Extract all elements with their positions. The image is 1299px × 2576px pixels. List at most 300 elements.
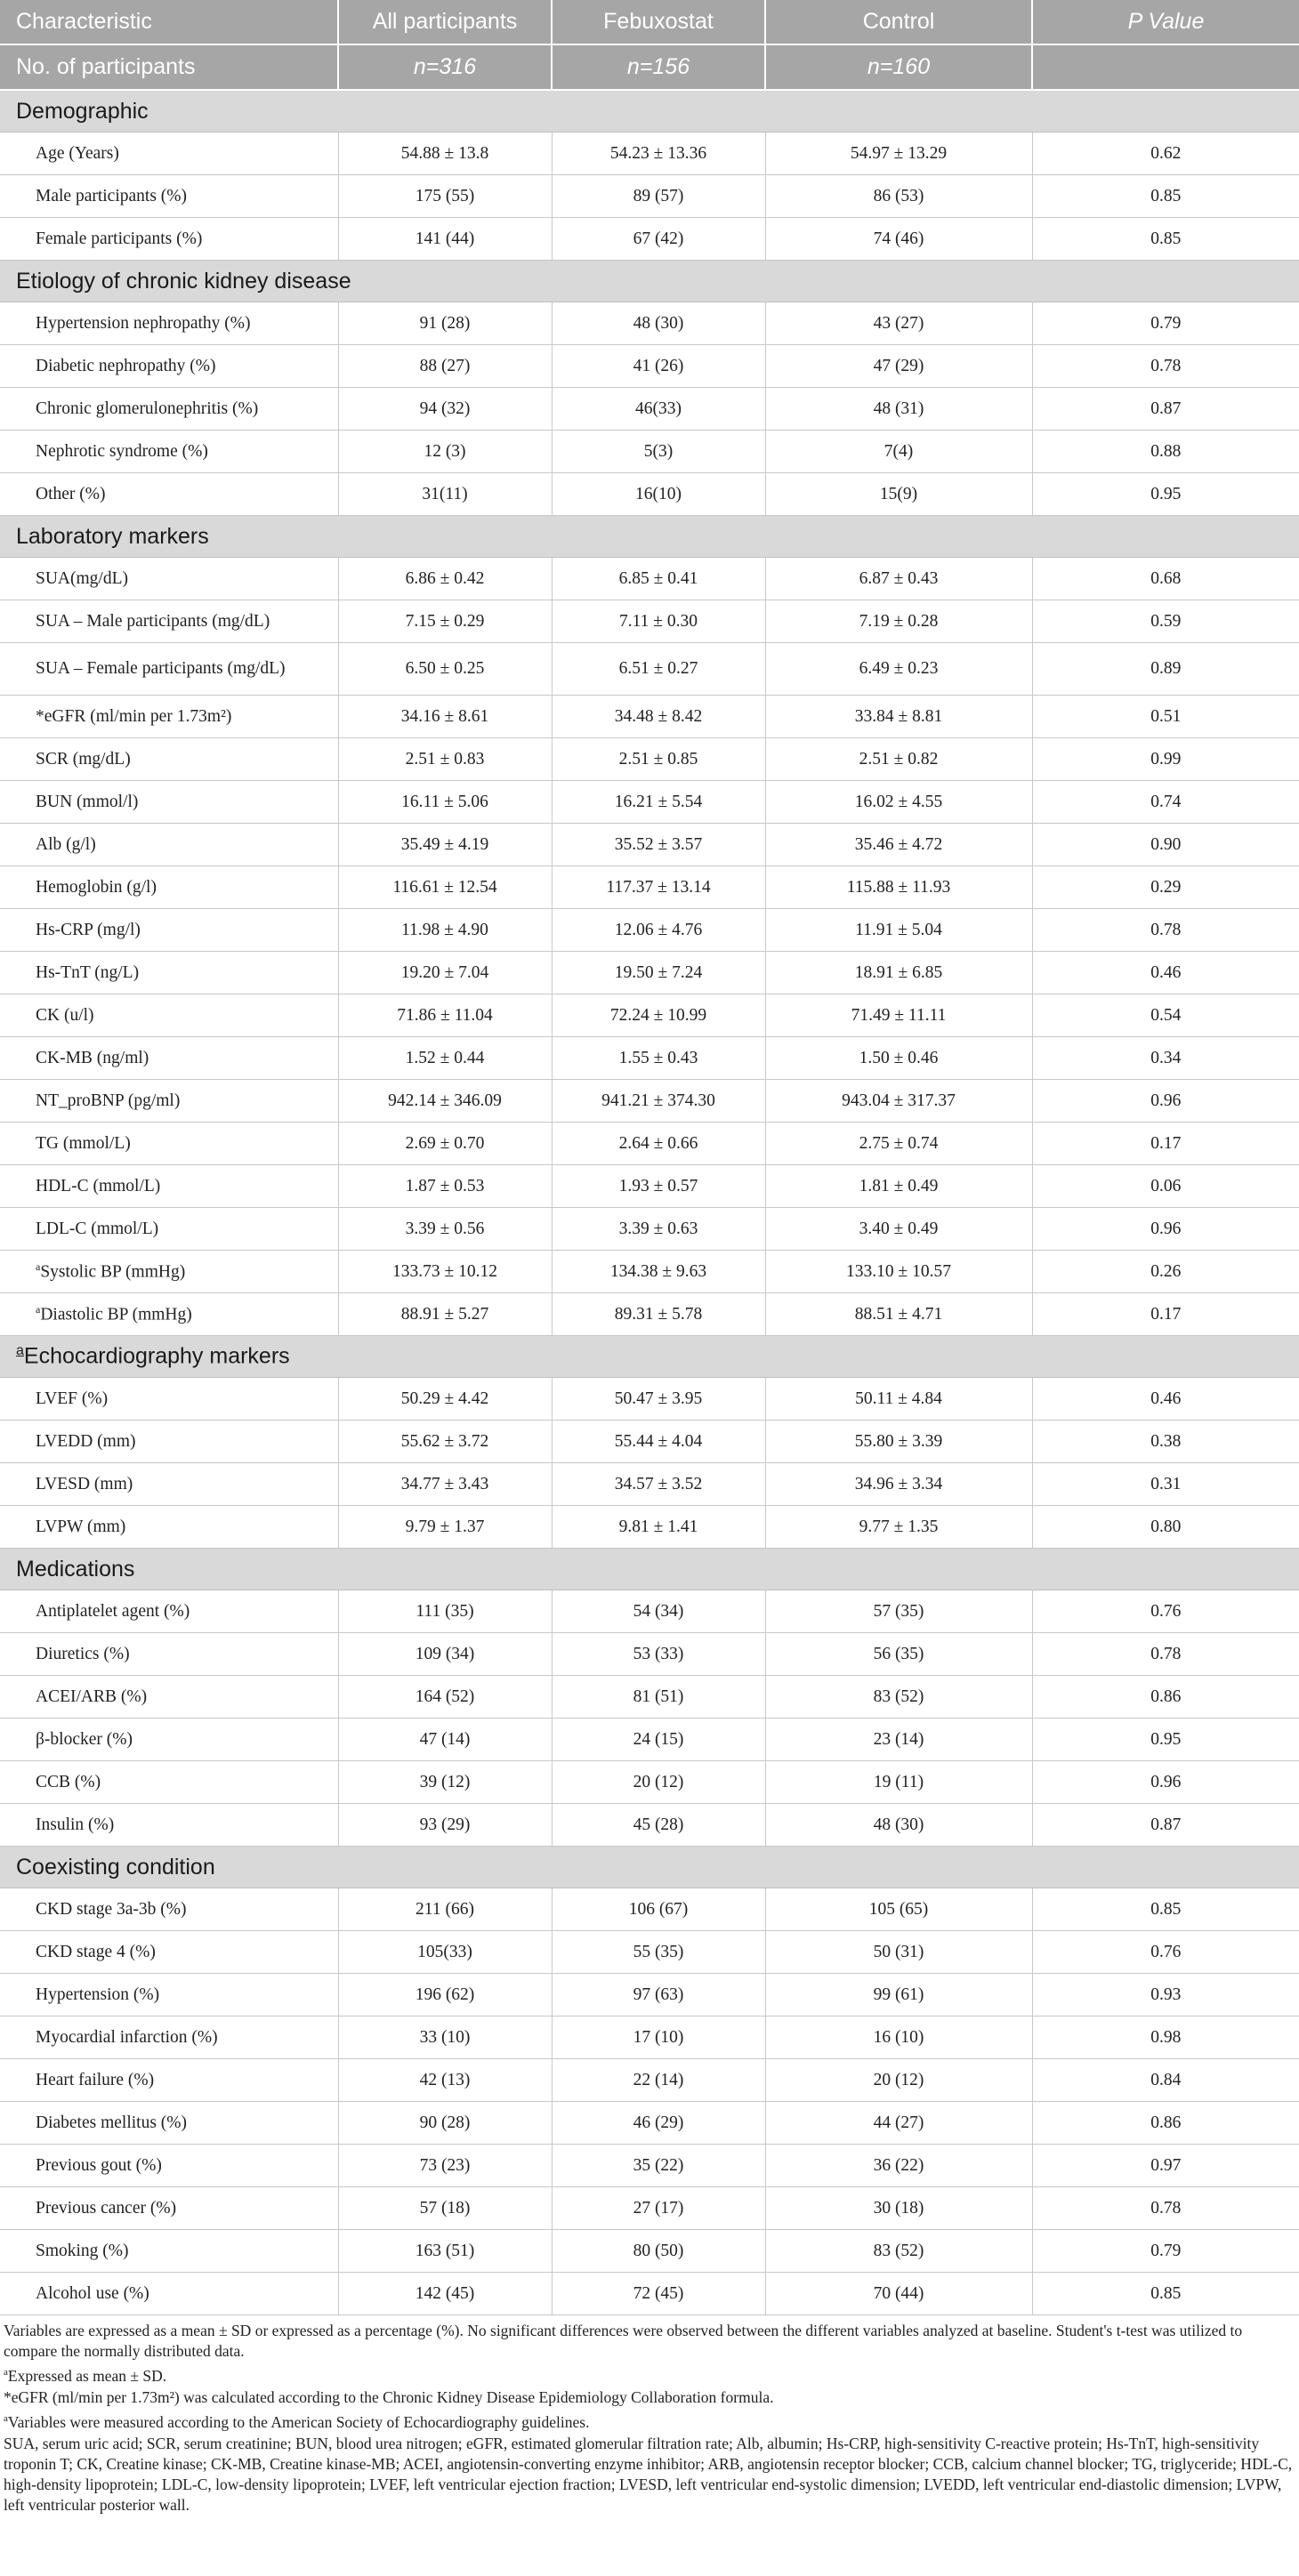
cell-p-value: 0.95 bbox=[1032, 1719, 1299, 1761]
section-title-marker: a bbox=[16, 1343, 24, 1359]
row-label-text: CK (u/l) bbox=[36, 1005, 94, 1025]
cell-control: 19 (11) bbox=[765, 1761, 1032, 1804]
section-header-row bbox=[0, 1549, 1299, 1590]
row-label bbox=[0, 1378, 338, 1421]
cell-febuxostat: 34.48 ± 8.42 bbox=[552, 696, 765, 738]
section-title bbox=[0, 1336, 1299, 1378]
cell-p-value: 0.26 bbox=[1032, 1251, 1299, 1293]
cell-febuxostat: 34.57 ± 3.52 bbox=[552, 1463, 765, 1506]
cell-all-participants: 2.69 ± 0.70 bbox=[338, 1123, 552, 1165]
row-label-text: Hypertension nephropathy (%) bbox=[36, 313, 251, 333]
table-row bbox=[0, 1931, 1299, 1974]
footnote-marker: a bbox=[4, 2412, 8, 2424]
table-footnotes bbox=[0, 2315, 1299, 2516]
cell-all-participants: 9.79 ± 1.37 bbox=[338, 1506, 552, 1549]
row-label bbox=[0, 473, 338, 516]
cell-febuxostat: 53 (33) bbox=[552, 1633, 765, 1676]
cell-p-value: 0.93 bbox=[1032, 1974, 1299, 2017]
cell-p-value: 0.62 bbox=[1032, 133, 1299, 175]
cell-all-participants: 35.49 ± 4.19 bbox=[338, 824, 552, 866]
cell-all-participants: 57 (18) bbox=[338, 2187, 552, 2230]
cell-febuxostat: 46(33) bbox=[552, 388, 765, 431]
cell-febuxostat: 54.23 ± 13.36 bbox=[552, 133, 765, 175]
table-row bbox=[0, 643, 1299, 696]
cell-p-value: 0.17 bbox=[1032, 1293, 1299, 1336]
row-label-text: HDL-C (mmol/L) bbox=[36, 1176, 161, 1195]
table-row bbox=[0, 302, 1299, 345]
cell-all-participants: 7.15 ± 0.29 bbox=[338, 600, 552, 643]
cell-febuxostat: 46 (29) bbox=[552, 2102, 765, 2145]
cell-control: 7(4) bbox=[765, 431, 1032, 473]
table-row bbox=[0, 1761, 1299, 1804]
row-label-text: Alcohol use (%) bbox=[36, 2283, 149, 2303]
cell-febuxostat: 81 (51) bbox=[552, 1676, 765, 1719]
cell-all-participants: 47 (14) bbox=[338, 1719, 552, 1761]
cell-all-participants: 54.88 ± 13.8 bbox=[338, 133, 552, 175]
section-title bbox=[0, 1549, 1299, 1590]
row-label bbox=[0, 558, 338, 600]
cell-all-participants: 12 (3) bbox=[338, 431, 552, 473]
header-all-participants: All participants bbox=[338, 0, 552, 44]
cell-febuxostat: 117.37 ± 13.14 bbox=[552, 866, 765, 909]
cell-febuxostat: 45 (28) bbox=[552, 1804, 765, 1847]
cell-febuxostat: 54 (34) bbox=[552, 1590, 765, 1633]
cell-control: 50.11 ± 4.84 bbox=[765, 1378, 1032, 1421]
cell-febuxostat: 72.24 ± 10.99 bbox=[552, 994, 765, 1037]
section-title-text: Demographic bbox=[16, 98, 149, 124]
cell-febuxostat: 97 (63) bbox=[552, 1974, 765, 2017]
table-row bbox=[0, 2102, 1299, 2145]
table-row bbox=[0, 781, 1299, 824]
table-row bbox=[0, 2017, 1299, 2059]
row-label-text: Hs-CRP (mg/l) bbox=[36, 920, 141, 939]
table-row bbox=[0, 1888, 1299, 1931]
cell-febuxostat: 3.39 ± 0.63 bbox=[552, 1208, 765, 1251]
row-label-text: Hemoglobin (g/l) bbox=[36, 877, 157, 897]
row-label bbox=[0, 1761, 338, 1804]
cell-all-participants: 1.87 ± 0.53 bbox=[338, 1165, 552, 1208]
row-label-text: Diabetic nephropathy (%) bbox=[36, 356, 216, 375]
cell-control: 70 (44) bbox=[765, 2273, 1032, 2315]
row-label-text: Other (%) bbox=[36, 484, 106, 503]
cell-febuxostat: 55.44 ± 4.04 bbox=[552, 1421, 765, 1463]
row-label bbox=[0, 696, 338, 738]
cell-control: 133.10 ± 10.57 bbox=[765, 1251, 1032, 1293]
table-row bbox=[0, 994, 1299, 1037]
cell-control: 99 (61) bbox=[765, 1974, 1032, 2017]
section-title-text: Etiology of chronic kidney disease bbox=[16, 268, 351, 294]
cell-all-participants: 71.86 ± 11.04 bbox=[338, 994, 552, 1037]
row-label-text: *eGFR (ml/min per 1.73m²) bbox=[36, 706, 232, 726]
cell-all-participants: 55.62 ± 3.72 bbox=[338, 1421, 552, 1463]
participants-count-row bbox=[0, 44, 1299, 90]
row-label bbox=[0, 1208, 338, 1251]
cell-all-participants: 133.73 ± 10.12 bbox=[338, 1251, 552, 1293]
cell-febuxostat: 6.85 ± 0.41 bbox=[552, 558, 765, 600]
table-body bbox=[0, 90, 1299, 2315]
cell-all-participants: 942.14 ± 346.09 bbox=[338, 1080, 552, 1123]
cell-p-value: 0.87 bbox=[1032, 1804, 1299, 1847]
cell-febuxostat: 134.38 ± 9.63 bbox=[552, 1251, 765, 1293]
table-row bbox=[0, 1719, 1299, 1761]
row-label bbox=[0, 866, 338, 909]
table-row bbox=[0, 952, 1299, 994]
footnote-text: Expressed as mean ± SD. bbox=[7, 2366, 167, 2385]
cell-all-participants: 116.61 ± 12.54 bbox=[338, 866, 552, 909]
cell-control: 6.49 ± 0.23 bbox=[765, 643, 1032, 696]
cell-febuxostat: 9.81 ± 1.41 bbox=[552, 1506, 765, 1549]
cell-febuxostat: 16(10) bbox=[552, 473, 765, 516]
row-label bbox=[0, 1293, 338, 1336]
section-header-row bbox=[0, 261, 1299, 302]
row-label bbox=[0, 2059, 338, 2102]
cell-control: 56 (35) bbox=[765, 1633, 1032, 1676]
cell-all-participants: 19.20 ± 7.04 bbox=[338, 952, 552, 994]
cell-p-value: 0.76 bbox=[1032, 1590, 1299, 1633]
table-row bbox=[0, 909, 1299, 952]
row-label-text: Diastolic BP (mmHg) bbox=[40, 1305, 192, 1324]
row-label-text: LVPW (mm) bbox=[36, 1517, 126, 1536]
table-row bbox=[0, 1378, 1299, 1421]
table-row bbox=[0, 696, 1299, 738]
row-label-marker: a bbox=[36, 1303, 41, 1316]
table-row bbox=[0, 1590, 1299, 1633]
row-label-text: LVEDD (mm) bbox=[36, 1431, 136, 1451]
footnote bbox=[4, 2321, 1295, 2362]
table-row bbox=[0, 1421, 1299, 1463]
cell-control: 2.51 ± 0.82 bbox=[765, 738, 1032, 781]
section-header-row bbox=[0, 90, 1299, 133]
cell-control: 35.46 ± 4.72 bbox=[765, 824, 1032, 866]
cell-all-participants: 164 (52) bbox=[338, 1676, 552, 1719]
row-label bbox=[0, 175, 338, 218]
cell-control: 16.02 ± 4.55 bbox=[765, 781, 1032, 824]
cell-all-participants: 2.51 ± 0.83 bbox=[338, 738, 552, 781]
table-row bbox=[0, 1974, 1299, 2017]
row-label-text: SCR (mg/dL) bbox=[36, 749, 131, 769]
cell-all-participants: 50.29 ± 4.42 bbox=[338, 1378, 552, 1421]
cell-febuxostat: 35 (22) bbox=[552, 2145, 765, 2187]
cell-control: 50 (31) bbox=[765, 1931, 1032, 1974]
cell-all-participants: 73 (23) bbox=[338, 2145, 552, 2187]
participants-count-control: n=160 bbox=[765, 44, 1032, 90]
table-row bbox=[0, 1165, 1299, 1208]
cell-all-participants: 3.39 ± 0.56 bbox=[338, 1208, 552, 1251]
row-label-text: CK-MB (ng/ml) bbox=[36, 1048, 149, 1067]
row-label bbox=[0, 2145, 338, 2187]
cell-all-participants: 94 (32) bbox=[338, 388, 552, 431]
cell-all-participants: 31(11) bbox=[338, 473, 552, 516]
cell-all-participants: 93 (29) bbox=[338, 1804, 552, 1847]
cell-p-value: 0.97 bbox=[1032, 2145, 1299, 2187]
section-title-text: Coexisting condition bbox=[16, 1854, 215, 1880]
cell-control: 74 (46) bbox=[765, 218, 1032, 261]
cell-control: 43 (27) bbox=[765, 302, 1032, 345]
table-row bbox=[0, 1293, 1299, 1336]
cell-p-value: 0.38 bbox=[1032, 1421, 1299, 1463]
cell-control: 9.77 ± 1.35 bbox=[765, 1506, 1032, 1549]
table-row bbox=[0, 1037, 1299, 1080]
cell-control: 48 (31) bbox=[765, 388, 1032, 431]
cell-febuxostat: 41 (26) bbox=[552, 345, 765, 388]
cell-all-participants: 142 (45) bbox=[338, 2273, 552, 2315]
cell-p-value: 0.85 bbox=[1032, 1888, 1299, 1931]
cell-febuxostat: 16.21 ± 5.54 bbox=[552, 781, 765, 824]
row-label bbox=[0, 388, 338, 431]
row-label bbox=[0, 643, 338, 696]
row-label bbox=[0, 600, 338, 643]
row-label-text: Hypertension (%) bbox=[36, 1984, 160, 2004]
cell-p-value: 0.46 bbox=[1032, 952, 1299, 994]
cell-control: 57 (35) bbox=[765, 1590, 1032, 1633]
row-label-text: BUN (mmol/l) bbox=[36, 792, 139, 811]
table-row bbox=[0, 2230, 1299, 2273]
footnote bbox=[4, 2434, 1295, 2516]
row-label bbox=[0, 1804, 338, 1847]
header-characteristic: Characteristic bbox=[0, 0, 338, 44]
row-label-text: SUA – Female participants (mg/dL) bbox=[36, 659, 286, 678]
row-label bbox=[0, 1421, 338, 1463]
table-row bbox=[0, 1463, 1299, 1506]
cell-p-value: 0.95 bbox=[1032, 473, 1299, 516]
table-row bbox=[0, 600, 1299, 643]
cell-febuxostat: 941.21 ± 374.30 bbox=[552, 1080, 765, 1123]
cell-p-value: 0.31 bbox=[1032, 1463, 1299, 1506]
cell-febuxostat: 22 (14) bbox=[552, 2059, 765, 2102]
footnote-text: *eGFR (ml/min per 1.73m²) was calculated according to the Chronic Kidney Disease Epidemiology Collaboration formula. bbox=[4, 2387, 774, 2406]
cell-febuxostat: 89.31 ± 5.78 bbox=[552, 1293, 765, 1336]
row-label bbox=[0, 738, 338, 781]
cell-all-participants: 6.50 ± 0.25 bbox=[338, 643, 552, 696]
cell-all-participants: 111 (35) bbox=[338, 1590, 552, 1633]
row-label-text: Hs-TnT (ng/L) bbox=[36, 962, 140, 982]
row-label bbox=[0, 909, 338, 952]
cell-febuxostat: 72 (45) bbox=[552, 2273, 765, 2315]
table-row bbox=[0, 388, 1299, 431]
cell-p-value: 0.86 bbox=[1032, 1676, 1299, 1719]
cell-all-participants: 1.52 ± 0.44 bbox=[338, 1037, 552, 1080]
row-label-text: Diabetes mellitus (%) bbox=[36, 2113, 188, 2132]
row-label bbox=[0, 345, 338, 388]
row-label bbox=[0, 1463, 338, 1506]
cell-all-participants: 90 (28) bbox=[338, 2102, 552, 2145]
cell-p-value: 0.17 bbox=[1032, 1123, 1299, 1165]
row-label-text: ACEI/ARB (%) bbox=[36, 1686, 148, 1706]
cell-febuxostat: 2.64 ± 0.66 bbox=[552, 1123, 765, 1165]
row-label-text: Antiplatelet agent (%) bbox=[36, 1601, 190, 1621]
row-label bbox=[0, 1676, 338, 1719]
participants-count-label: No. of participants bbox=[0, 44, 338, 90]
cell-all-participants: 88.91 ± 5.27 bbox=[338, 1293, 552, 1336]
table-row bbox=[0, 473, 1299, 516]
cell-control: 2.75 ± 0.74 bbox=[765, 1123, 1032, 1165]
row-label bbox=[0, 1080, 338, 1123]
cell-p-value: 0.74 bbox=[1032, 781, 1299, 824]
row-label-text: Systolic BP (mmHg) bbox=[40, 1262, 186, 1282]
cell-all-participants: 34.16 ± 8.61 bbox=[338, 696, 552, 738]
cell-p-value: 0.51 bbox=[1032, 696, 1299, 738]
row-label-text: CKD stage 4 (%) bbox=[36, 1942, 156, 1961]
row-label bbox=[0, 2230, 338, 2273]
cell-p-value: 0.88 bbox=[1032, 431, 1299, 473]
table-row bbox=[0, 1633, 1299, 1676]
row-label bbox=[0, 133, 338, 175]
table-header bbox=[0, 0, 1299, 90]
cell-febuxostat: 24 (15) bbox=[552, 1719, 765, 1761]
cell-p-value: 0.96 bbox=[1032, 1761, 1299, 1804]
row-label bbox=[0, 302, 338, 345]
cell-p-value: 0.29 bbox=[1032, 866, 1299, 909]
row-label-text: β-blocker (%) bbox=[36, 1729, 133, 1749]
cell-control: 7.19 ± 0.28 bbox=[765, 600, 1032, 643]
cell-control: 16 (10) bbox=[765, 2017, 1032, 2059]
participants-count-p-value bbox=[1032, 44, 1299, 90]
cell-p-value: 0.68 bbox=[1032, 558, 1299, 600]
cell-febuxostat: 35.52 ± 3.57 bbox=[552, 824, 765, 866]
table-row bbox=[0, 1506, 1299, 1549]
table-row bbox=[0, 2187, 1299, 2230]
cell-all-participants: 141 (44) bbox=[338, 218, 552, 261]
cell-all-participants: 42 (13) bbox=[338, 2059, 552, 2102]
table-row bbox=[0, 1123, 1299, 1165]
cell-p-value: 0.85 bbox=[1032, 218, 1299, 261]
cell-all-participants: 39 (12) bbox=[338, 1761, 552, 1804]
cell-all-participants: 6.86 ± 0.42 bbox=[338, 558, 552, 600]
cell-p-value: 0.79 bbox=[1032, 302, 1299, 345]
row-label-text: Nephrotic syndrome (%) bbox=[36, 441, 208, 461]
cell-control: 15(9) bbox=[765, 473, 1032, 516]
cell-control: 44 (27) bbox=[765, 2102, 1032, 2145]
footnote-text: Variables are expressed as a mean ± SD or expressed as a percentage (%). No significant differences were observed between the different variables analyzed at baseline. Student's t-test was utilized to compare the normally distributed data. bbox=[4, 2322, 1243, 2360]
row-label-text: TG (mmol/L) bbox=[36, 1133, 131, 1153]
cell-febuxostat: 12.06 ± 4.76 bbox=[552, 909, 765, 952]
row-label bbox=[0, 1888, 338, 1931]
table-row bbox=[0, 738, 1299, 781]
cell-p-value: 0.34 bbox=[1032, 1037, 1299, 1080]
row-label bbox=[0, 1974, 338, 2017]
participants-count-febuxostat: n=156 bbox=[552, 44, 765, 90]
cell-all-participants: 196 (62) bbox=[338, 1974, 552, 2017]
cell-control: 1.50 ± 0.46 bbox=[765, 1037, 1032, 1080]
row-label bbox=[0, 2102, 338, 2145]
row-label bbox=[0, 2187, 338, 2230]
row-label-text: NT_proBNP (pg/ml) bbox=[36, 1091, 181, 1110]
row-label bbox=[0, 781, 338, 824]
table-row bbox=[0, 175, 1299, 218]
row-label bbox=[0, 824, 338, 866]
row-label-text: Insulin (%) bbox=[36, 1815, 115, 1834]
cell-p-value: 0.98 bbox=[1032, 2017, 1299, 2059]
cell-febuxostat: 55 (35) bbox=[552, 1931, 765, 1974]
table-row bbox=[0, 1208, 1299, 1251]
cell-p-value: 0.89 bbox=[1032, 643, 1299, 696]
cell-p-value: 0.76 bbox=[1032, 1931, 1299, 1974]
cell-febuxostat: 80 (50) bbox=[552, 2230, 765, 2273]
row-label bbox=[0, 1633, 338, 1676]
cell-control: 47 (29) bbox=[765, 345, 1032, 388]
row-label bbox=[0, 431, 338, 473]
cell-febuxostat: 27 (17) bbox=[552, 2187, 765, 2230]
cell-febuxostat: 1.93 ± 0.57 bbox=[552, 1165, 765, 1208]
cell-control: 943.04 ± 317.37 bbox=[765, 1080, 1032, 1123]
table-row bbox=[0, 866, 1299, 909]
cell-febuxostat: 17 (10) bbox=[552, 2017, 765, 2059]
cell-febuxostat: 50.47 ± 3.95 bbox=[552, 1378, 765, 1421]
cell-all-participants: 91 (28) bbox=[338, 302, 552, 345]
row-label bbox=[0, 1506, 338, 1549]
cell-p-value: 0.79 bbox=[1032, 2230, 1299, 2273]
cell-febuxostat: 1.55 ± 0.43 bbox=[552, 1037, 765, 1080]
cell-all-participants: 34.77 ± 3.43 bbox=[338, 1463, 552, 1506]
row-label bbox=[0, 952, 338, 994]
footnote bbox=[4, 2387, 1295, 2408]
row-label-text: Diuretics (%) bbox=[36, 1644, 130, 1663]
header-control: Control bbox=[765, 0, 1032, 44]
cell-control: 105 (65) bbox=[765, 1888, 1032, 1931]
cell-control: 34.96 ± 3.34 bbox=[765, 1463, 1032, 1506]
cell-all-participants: 163 (51) bbox=[338, 2230, 552, 2273]
section-title bbox=[0, 1847, 1299, 1888]
cell-febuxostat: 6.51 ± 0.27 bbox=[552, 643, 765, 696]
cell-p-value: 0.90 bbox=[1032, 824, 1299, 866]
cell-control: 33.84 ± 8.81 bbox=[765, 696, 1032, 738]
row-label-text: CCB (%) bbox=[36, 1772, 101, 1791]
cell-febuxostat: 5(3) bbox=[552, 431, 765, 473]
row-label-text: SUA(mg/dL) bbox=[36, 568, 128, 588]
cell-control: 55.80 ± 3.39 bbox=[765, 1421, 1032, 1463]
row-label bbox=[0, 1165, 338, 1208]
section-title-text: Echocardiography markers bbox=[23, 1343, 290, 1369]
row-label-text: Previous gout (%) bbox=[36, 2155, 162, 2175]
header-febuxostat: Febuxostat bbox=[552, 0, 765, 44]
row-label-text: Myocardial infarction (%) bbox=[36, 2027, 218, 2047]
cell-p-value: 0.85 bbox=[1032, 175, 1299, 218]
row-label bbox=[0, 2017, 338, 2059]
cell-all-participants: 11.98 ± 4.90 bbox=[338, 909, 552, 952]
header-p-value: P Value bbox=[1032, 0, 1299, 44]
section-header-row bbox=[0, 1336, 1299, 1378]
footnote-text: Variables were measured according to the American Society of Echocardiography guidelines. bbox=[7, 2412, 590, 2431]
cell-control: 36 (22) bbox=[765, 2145, 1032, 2187]
cell-p-value: 0.78 bbox=[1032, 345, 1299, 388]
cell-febuxostat: 48 (30) bbox=[552, 302, 765, 345]
table-row bbox=[0, 1804, 1299, 1847]
row-label bbox=[0, 1931, 338, 1974]
row-label bbox=[0, 1719, 338, 1761]
row-label-text: Smoking (%) bbox=[36, 2241, 129, 2260]
table-row bbox=[0, 824, 1299, 866]
cell-control: 48 (30) bbox=[765, 1804, 1032, 1847]
table-row bbox=[0, 431, 1299, 473]
cell-p-value: 0.54 bbox=[1032, 994, 1299, 1037]
section-title-text: Laboratory markers bbox=[16, 523, 209, 549]
table-row bbox=[0, 345, 1299, 388]
cell-control: 1.81 ± 0.49 bbox=[765, 1165, 1032, 1208]
cell-control: 71.49 ± 11.11 bbox=[765, 994, 1032, 1037]
cell-p-value: 0.59 bbox=[1032, 600, 1299, 643]
row-label bbox=[0, 2273, 338, 2315]
cell-control: 30 (18) bbox=[765, 2187, 1032, 2230]
footnote-marker: a bbox=[4, 2367, 8, 2378]
row-label-text: LDL-C (mmol/L) bbox=[36, 1219, 159, 1238]
cell-all-participants: 211 (66) bbox=[338, 1888, 552, 1931]
table-row bbox=[0, 1080, 1299, 1123]
row-label-text: Heart failure (%) bbox=[36, 2070, 155, 2089]
cell-control: 54.97 ± 13.29 bbox=[765, 133, 1032, 175]
cell-p-value: 0.86 bbox=[1032, 2102, 1299, 2145]
row-label-text: Previous cancer (%) bbox=[36, 2198, 177, 2218]
cell-febuxostat: 19.50 ± 7.24 bbox=[552, 952, 765, 994]
